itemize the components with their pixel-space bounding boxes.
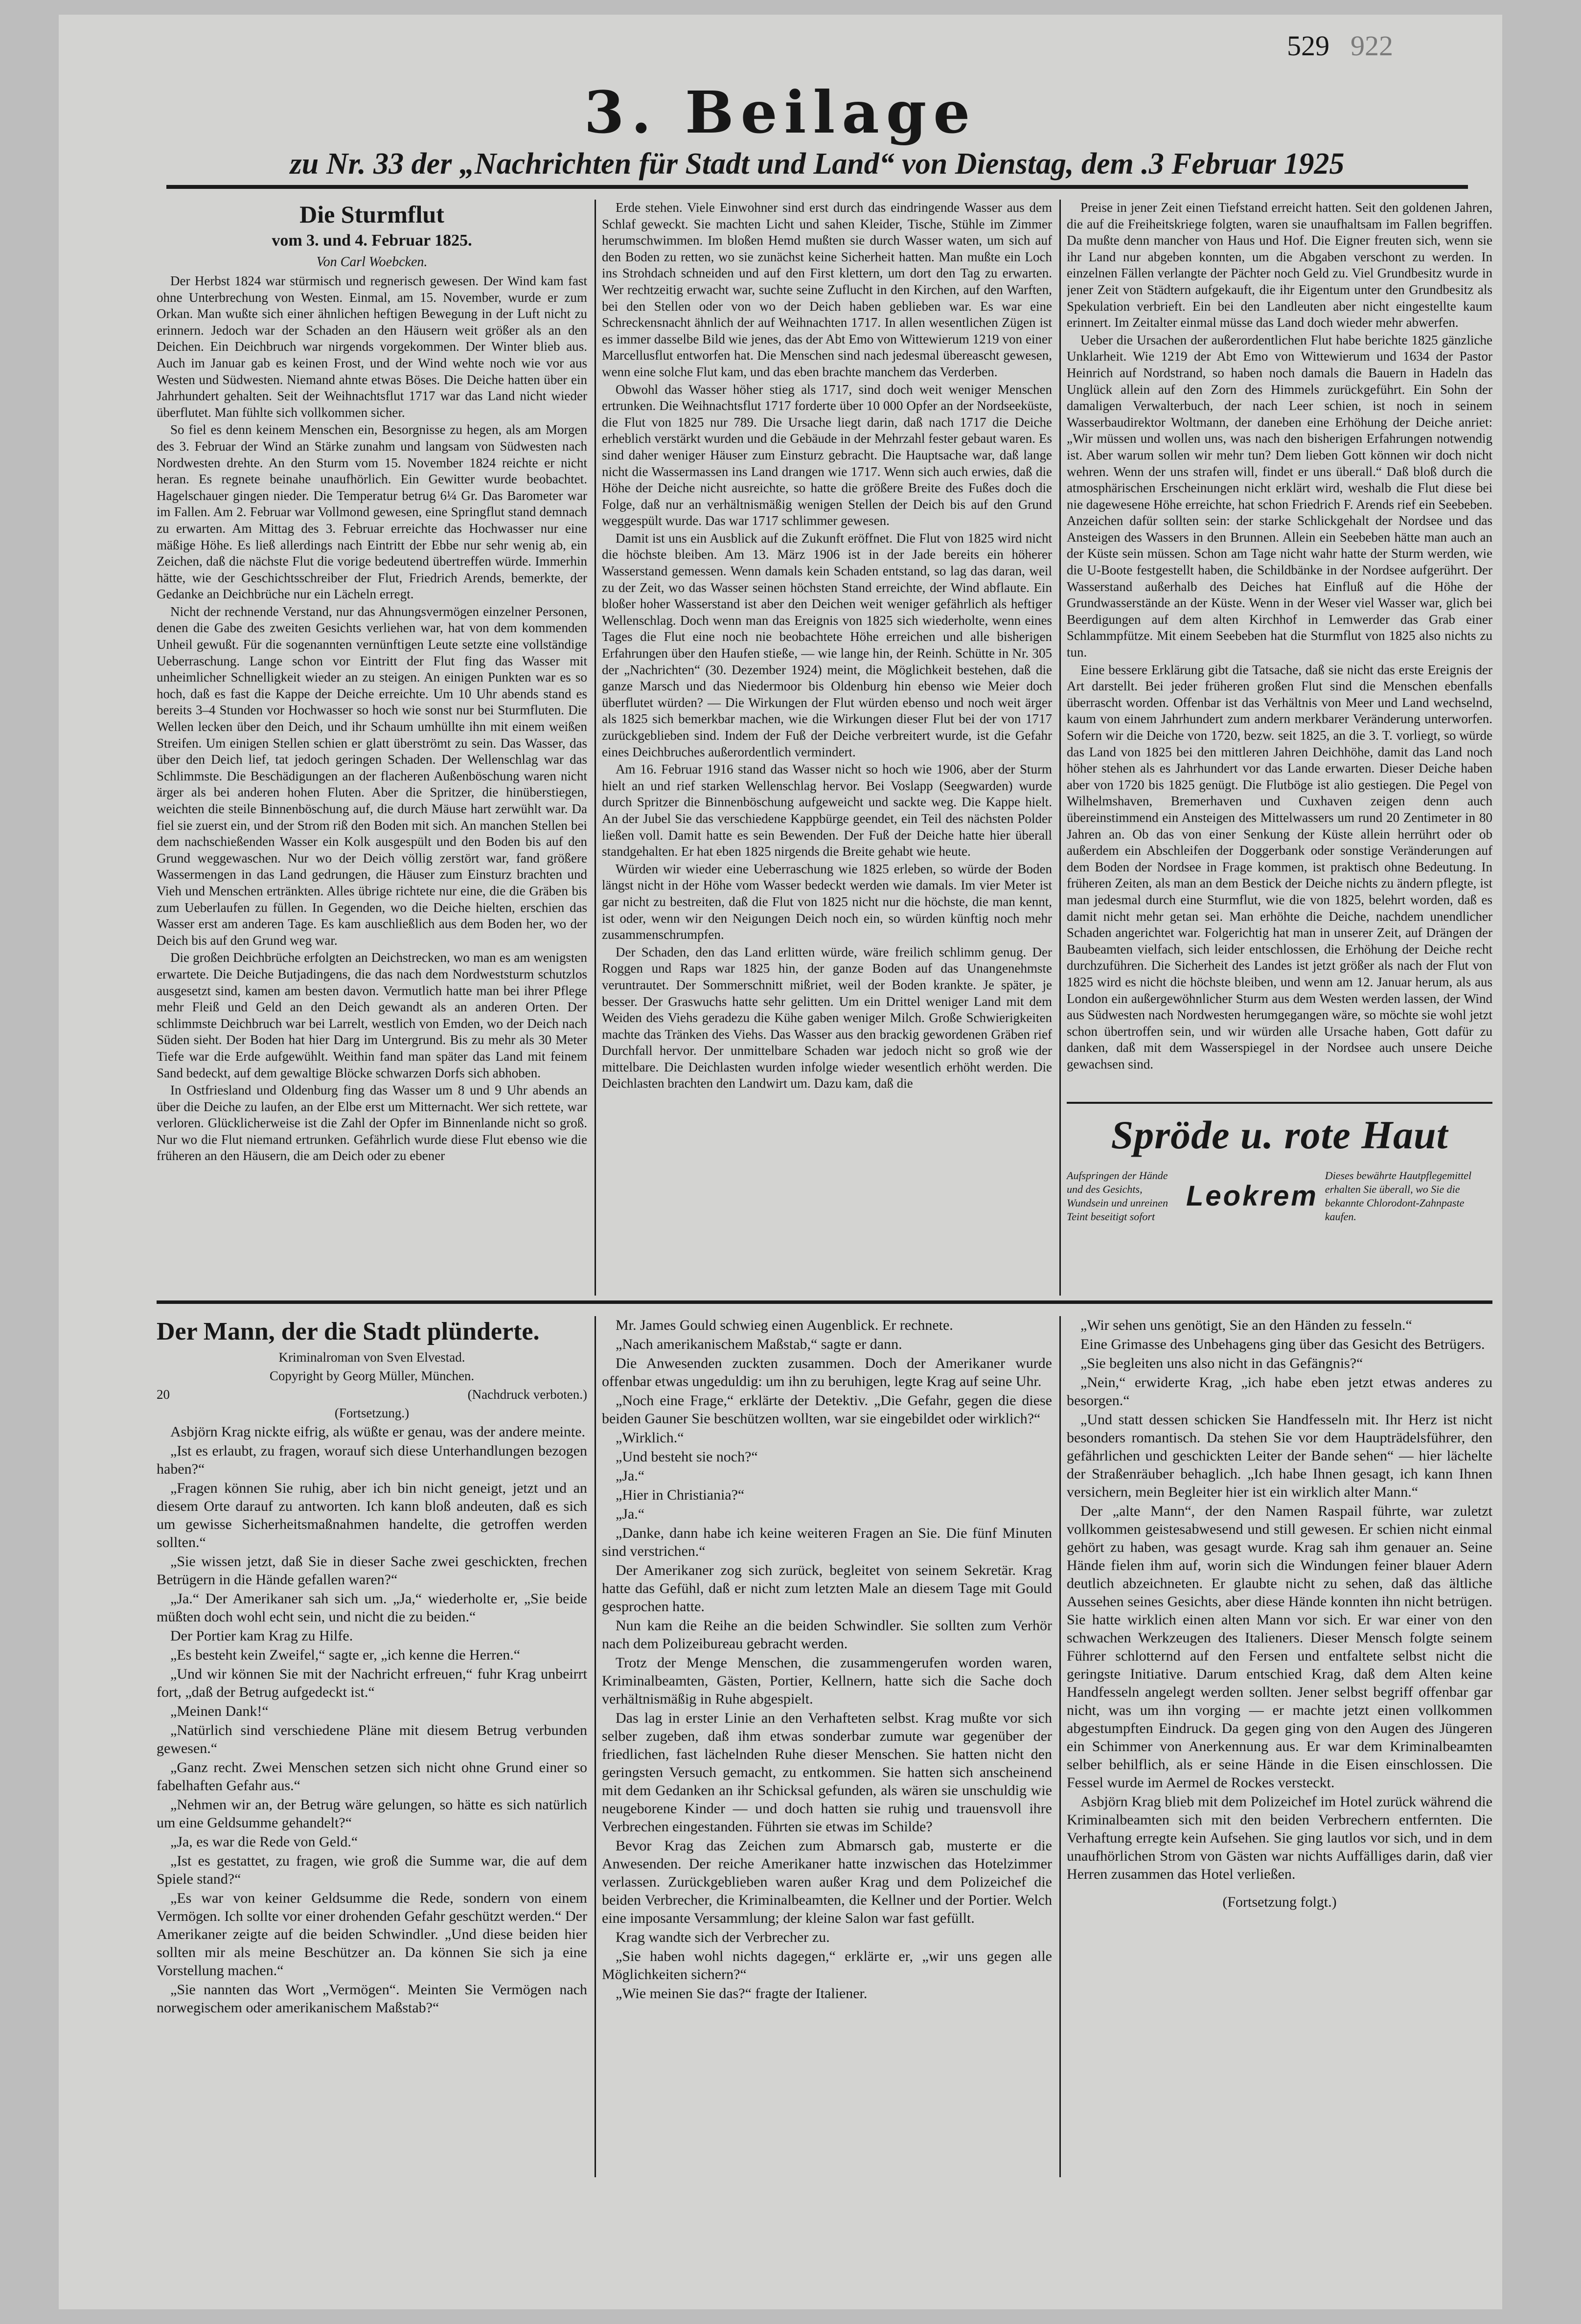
supplement-subtitle: zu Nr. 33 der „Nachrichten für Stadt und Land“ von Dienstag, dem .3 Februar 1925	[290, 147, 1345, 181]
paragraph: Asbjörn Krag nickte eifrig, als wüßte er genau, was der andere meinte.	[170, 1424, 586, 1440]
paragraph: Asbjörn Krag blieb mit dem Polizeichef im Hotel zurück während die Kriminalbeamten sich mit den beiden Verbrechern entfernten. Die Verhaftung erregte kein Aufsehen. Sie ging lautlos vor sich, und in dem unaufhörlichen Strom von Gästen war nichts Auffälliges darin, daß vier Herren zusammen das Hotel verließen.	[1067, 1794, 1492, 1882]
supplement-title: 3. Beilage	[584, 78, 977, 146]
paragraph: „Danke, dann habe ich keine weiteren Fragen an Sie. Die fünf Minuten sind verstrichen.“	[602, 1525, 1052, 1559]
paragraph: „Sie nannten das Wort „Vermögen“. Meinten Sie Vermögen nach norwegischem oder amerikanischem Maßstab?“	[157, 1982, 587, 2016]
ad-top-rule	[1067, 1102, 1492, 1104]
serial-text-col2	[602, 1316, 1052, 2003]
paragraph: „Es besteht kein Zweifel,“ sagte er, „ich kenne die Herren.“	[170, 1647, 521, 1663]
serial-column-1	[157, 1316, 587, 2177]
paragraph: „Ja.“ Der Amerikaner sah sich um. „Ja,“ wiederholte er, „Sie beide müßten doch wohl echt sein, und nicht die zu beiden.“	[157, 1591, 587, 1625]
article-column-3	[1067, 200, 1492, 1090]
paragraph: „Und besteht sie noch?“	[616, 1449, 758, 1465]
paragraph: Obwohl das Wasser höher stieg als 1717, sind doch weit weniger Menschen ertrunken. Die Weihnachtsflut 1717 forderte über 10 000 Opfer an der Nordseeküste, die Flut von 1825 nur 789. Die Ursache liegt darin, daß nach 1717 die Deiche erheblich verstärkt wurden und die Gebäude in der Mehrzahl fester gebaut waren. Es sind daher weniger Häuser zum Einsturz gebracht. Die Hauptsache war, daß lange nicht die Wassermassen ins Land drangen wie 1717. Wenn sich auch erwies, daß die Höhe der Deiche nicht ausreichte, so hatte die größere Breite des Fußes doch die Folge, daß nur an verhältnismäßig wenigen Stellen der Deich bis auf den Grund weggespült wurde. Das war 1717 schlimmer gewesen.	[602, 382, 1052, 528]
section-rule	[157, 1300, 1492, 1304]
paragraph: Der Herbst 1824 war stürmisch und regnerisch gewesen. Der Wind kam fast ohne Unterbrechung von Westen. Einmal, am 15. November, wurde er zum Orkan. Man wußte sich einer ähnlichen heftigen Bewegung in der Luft nicht zu erinnern. Jedoch war der Schaden an den Häusern weit größer als an den Deichen. Ein Deichbruch war nirgends vorgekommen. Der Winter blieb aus. Auch im Januar gab es keinen Frost, und der Wind wehte noch wie vor aus Westen und Südwesten. Niemand ahnte etwas Böses. Die Deiche hatten über ein Jahrhundert gehalten. Seit der Weihnachtsflut 1717 war das Land nicht wieder überflutet. Man fühlte sich vollkommen sicher.	[157, 273, 587, 420]
page-number: 529	[1287, 30, 1329, 62]
paragraph: „Natürlich sind verschiedene Pläne mit diesem Betrug verbunden gewesen.“	[157, 1722, 587, 1756]
serial-text-col3	[1067, 1316, 1492, 1883]
paragraph: Krag wandte sich der Verbrecher zu.	[616, 1929, 830, 1945]
article-column-2	[602, 200, 1052, 1296]
article-column-1	[157, 200, 587, 1296]
paragraph: „Nehmen wir an, der Betrug wäre gelungen, so hätte es sich natürlich um eine Geldsumme gehandelt?“	[157, 1797, 587, 1831]
article-title: Die Sturmflut	[299, 201, 444, 228]
paragraph: Nun kam die Reihe an die beiden Schwindler. Sie sollten zum Verhör nach dem Polizeibureau gebracht werden.	[602, 1618, 1052, 1652]
paragraph: „Meinen Dank!“	[170, 1703, 269, 1719]
paragraph: „Sie haben wohl nichts dagegen,“ erklärte er, „wir uns gegen alle Möglichkeiten sichern?“	[602, 1948, 1052, 1982]
paragraph: In Ostfriesland und Oldenburg fing das Wasser um 8 und 9 Uhr abends an über die Deiche zu laufen, an der Elbe erst um Mitternacht. Wer sich rettete, war verloren. Glücklicherweise ist die Zahl der Opfer im Binnenlande nicht so groß. Nur wo die Flut niemand ertrunken. Gefährlich wurde diese Flut ebenso wie die früheren an den Häusern, die am Deich oder zu ebener	[157, 1083, 587, 1163]
paragraph: „Ja, es war die Rede von Geld.“	[170, 1834, 358, 1850]
paragraph: „Nach amerikanischem Maßstab,“ sagte er dann.	[616, 1336, 902, 1352]
serial-column-3	[1067, 1316, 1492, 2177]
paragraph: Der Schaden, den das Land erlitten würde, wäre freilich schlimm genug. Der Roggen und Raps war 1825 hin, der ganze Boden auf das Unangenehmste veruntrautet. Der Sommerschnitt mißriet, weil der Boden krankte. Je später, je besser. Der Graswuchs hatte sehr gelitten. Um ein Drittel weniger Land mit dem Weiden des Viehs geradezu die Kühe gaben weniger Milch. Große Schwierigkeiten machte das Tränken des Viehs. Das Wasser aus den brackig gewordenen Gräben rief Durchfall hervor. Der unmittelbare Schaden war jedoch nicht so groß wie der mittelbare. Die Deichlasten wurden infolge wieder wesentlich erhöht werden. Die Deichlasten brachten den Landwirt um. Dazu kam, daß die	[602, 944, 1052, 1091]
paragraph: Am 16. Februar 1916 stand das Wasser nicht so hoch wie 1906, aber der Sturm hielt an und rief starken Wellenschlag hervor. Bei Voslapp (Seegwarden) wurde durch Spritzer die Binnenböschung aufgeweicht und sackte weg. Die Kappe hielt. An der Jubel Sie das verschiedene Kappbürge geendet, ein Teil des nächsten Polder ließen voll. Damit hatte es sein Bewenden. Der Fuß der Deiche hatte hier überall standgehalten. Er hat eben 1825 nirgends die Breite gehabt wie heute.	[602, 762, 1052, 859]
column-divider	[595, 200, 596, 1296]
paragraph: „Wir sehen uns genötigt, Sie an den Händen zu fesseln.“	[1080, 1317, 1412, 1333]
article-author: Von Carl Woebcken.	[316, 254, 428, 270]
article-subtitle: vom 3. und 4. Februar 1825.	[272, 231, 472, 250]
paragraph: Damit ist uns ein Ausblick auf die Zukunft eröffnet. Die Flut von 1825 wird nicht die höchste bleiben. Am 13. März 1906 ist in der Jade bereits ein höherer Wasserstand gemessen. Wenn damals kein Schaden entstand, so lag das daran, weil zu der Zeit, wo das Wasser seinen höchsten Stand erreichte, der Wind abflaute. Ein bloßer hoher Wasserstand ist aber den Deichen weit weniger gefährlich als heftiger Wellenschlag. Doch wenn man das Ereignis von 1825 sich wiederholte, wenn eines Tages die Flut eine noch nie beobachtete Höhe erreichen und alle bisherigen Erfahrungen über den Haufen stieße, — wie lange hin, der Reinh. Schütte in Nr. 305 der „Nachrichten“ (30. Dezember 1924) meint, die Möglichkeit bestehen, daß die ganze Marsch und das Niedermoor bis Oldenburg hin ebenso wie Meier doch überflutet würden? — Die Wirkungen der Flut würden ebenso und noch weit ärger als 1825 sich bemerkbar machen, wie die Wirkungen dieser Flut bei der von 1717 zurückgeblieben sind. Indem der Fuß der Deiche verbreitert wurde, ist die Gefahr eines Deichbruches außerordentlich vermindert.	[602, 530, 1052, 759]
serial-continuation: (Fortsetzung.)	[334, 1406, 410, 1420]
advertisement	[1067, 1108, 1492, 1284]
paragraph: „Und statt dessen schicken Sie Handfesseln mit. Ihr Herz ist nicht besonders romantisch. Da stehen Sie vor dem Haupträdelsführer, den gefährlichen und geschickten Leiter der Bande sehen“ — hier lächelte der Straßenräuber behaglich. „Ich habe Ihnen gesagt, ich kann Ihnen versichern, mein Begleiter hier ist ein wirklich alter Mann.“	[1067, 1412, 1492, 1500]
paragraph: „Nein,“ erwiderte Krag, „ich habe eben jetzt etwas anderes zu besorgen.“	[1067, 1374, 1492, 1409]
paragraph: „Ja.“	[616, 1468, 645, 1484]
serial-subtitle: Kriminalroman von Sven Elvestad.	[278, 1350, 465, 1365]
paragraph: Das lag in erster Linie an den Verhafteten selbst. Krag mußte vor sich selber zugeben, daß ihm etwas sonderbar zumute war gegenüber der friedlichen, fast lächelnden Ruhe dieser Menschen. Sie hatten nicht den geringsten Versuch gemacht, zu entkommen. Sie hatten sich anscheinend mit dem Gedanken an ihr Schicksal gefunden, als wären sie unschuldig wie neugeborene Kinder — und doch hatten sie ruhig und trauensvoll ihre Verbrechen eingestanden. Führten sie etwas im Schilde?	[602, 1710, 1052, 1835]
reprint-note: (Nachdruck verboten.)	[467, 1387, 587, 1402]
ad-text-right: Dieses bewährte Hautpflegemittel erhalten Sie überall, wo Sie die bekannte Chlorodont-Zahnpaste kaufen.	[1325, 1169, 1472, 1223]
header-rule	[166, 185, 1468, 189]
paragraph: „Wirklich.“	[616, 1430, 684, 1446]
paragraph: Trotz der Menge Menschen, die zusammengerufen worden waren, Kriminalbeamten, Gästen, Portier, Kellnern, hatte sich die Sache doch verhältnismäßig in Ruhe abgespielt.	[602, 1655, 1052, 1707]
paragraph: Der Amerikaner zog sich zurück, begleitet von seinem Sekretär. Krag hatte das Gefühl, daß er nicht zum letzten Male an diesem Tage mit Gould gesprochen hatte.	[602, 1562, 1052, 1615]
paragraph: Die Anwesenden zuckten zusammen. Doch der Amerikaner wurde offenbar etwas ungeduldig: um ihn zu beruhigen, legte Krag auf seine Uhr.	[602, 1355, 1052, 1390]
article-text-col1	[157, 273, 587, 1164]
paragraph: „Und wir können Sie mit der Nachricht erfreuen,“ fuhr Krag unbeirrt fort, „daß der Betrug aufgedeckt ist.“	[157, 1666, 587, 1700]
serial-meta	[157, 1386, 587, 1403]
serial-column-2	[602, 1316, 1052, 2177]
serial-text-col1	[157, 1423, 587, 2017]
paragraph: Mr. James Gould schwieg einen Augenblick. Er rechnete.	[616, 1317, 953, 1333]
article-text-col2	[602, 200, 1052, 1092]
paragraph: „Fragen können Sie ruhig, aber ich bin nicht geneigt, jetzt und an diesem Orte darauf zu antworten. Ich kann bloß andeuten, daß es sich um gewisse Sicherheitsmaßnahmen handelte, die getroffen werden sollten.“	[157, 1480, 587, 1550]
paragraph: Bevor Krag das Zeichen zum Abmarsch gab, musterte er die Anwesenden. Der reiche Amerikaner hatte inzwischen das Hotelzimmer verlassen. Zurückgeblieben waren außer Krag und dem Polizeichef die beiden Verbrecher, die Kriminalbeamten, die Kellner und der Portier. Welch eine imposante Versammlung; der kleine Salon war fast gefüllt.	[602, 1838, 1052, 1926]
ad-body	[1067, 1169, 1492, 1224]
article-text-col3	[1067, 200, 1492, 1072]
paragraph: Erde stehen. Viele Einwohner sind erst durch das eindringende Wasser aus dem Schlaf geweckt. Sie machten Licht und sahen Kleider, Tische, Stühle im Zimmer herumschwimmen. Im bloßen Hemd mußten sie durch Wasser waten, um sich auf den Boden zu retten, wo sie zunächst keine Sicherheit hatten. Man mußte ein Loch ins Strohdach schneiden und auf den First klettern, um dort den Tag zu erwarten. Wer rechtzeitig erwacht war, suchte seine Zuflucht in den Kirchen, auf den Warften, bei den Stellen oder von wo der Deich haben geblieben war. Es war eine Schreckensnacht ähnlich der auf Weihnachten 1717. In allen wesentlichen Zügen ist es immer dasselbe Bild wie jenes, das der Abt Emo von Wittewierum 1219 von einer Marcellusflut entworfen hat. Die Menschen sind nach jedesmal übereascht gewesen, wenn eine solche Flut kam, und das eben brachte manchem das Verderben.	[602, 200, 1052, 379]
column-divider	[1059, 1316, 1061, 2177]
serial-title: Der Mann, der die Stadt plünderte.	[157, 1318, 540, 1345]
paragraph: Eine bessere Erklärung gibt die Tatsache, daß sie nicht das erste Ereignis der Art darstellt. Bei jeder früheren großen Flut sind die Menschen ebenfalls überrascht worden. Offenbar ist das Verhältnis von Meer und Land wechselnd, kaum von einem Jahrhundert zum andern merkbarer Veränderung unterworfen. Sofern wir die Deiche von 1720, bezw. seit 1825, an die 3. T. vorliegt, so würde das Land von 1825 bei den mittleren Jahren Deichhöhe, damit das Land noch höher stehen als es Jahrhundert vor das Lande erwarten. Dieser Deiche haben aber von 1720 bis 1825 genügt. Die Flutböge ist alio gestiegen. Die Pegel von Wilhelmshaven, Bremerhaven und Cuxhaven zeigen denn auch übereinstimmend ein Ansteigen des Mittelwassers um rund 20 Zentimeter in 80 Jahren an. Ob das von einer Senkung der Küste allein herrührt oder ob außerdem ein Abschleifen der Doggerbank oder sonstige Veränderungen auf dem Boden der Nordsee in Frage kommen, ist praktisch ohne Bedeutung. In früheren Zeiten, als man an dem Bestick der Deiche nichts zu ändern pflegte, ist man jedesmal durch eine Sturmflut, wie die von 1825, belehrt worden, daß es damit nicht mehr getan sei. Man erhöhte die Deiche, nachdem unendlicher Schaden angerichtet war. Folgerichtig hat man in unserer Zeit, auf Drängen der Baubeamten vielfach, sich leider entschlossen, die Erhöhung der Deiche recht durchzuführen. Die Sicherheit des Landes ist jetzt größer als nach der Flut von 1825 wird es nicht die höchste bleiben, und wenn am 12. Januar herum, als aus London ein außergewöhnlicher Sturm aus dem Westen werden lassen, der Wind aus Südwesten nach Nordwesten herumgegangen wäre, so möchte sie wohl jetzt schon übertroffen sein, und wir würden alle Ursache haben, Gott dafür zu danken, daß mit dem Wasserspiegel in der Nordsee auch unsere Deiche gewachsen sind.	[1067, 662, 1492, 1071]
ad-text-left: Aufspringen der Hände und des Gesichts, Wundsein und unreinen Teint beseitigt sofort	[1067, 1169, 1168, 1223]
paragraph: „Hier in Christiania?“	[616, 1487, 745, 1503]
paragraph: Die großen Deichbrüche erfolgten an Deichstrecken, wo man es am wenigsten erwartete. Die Deiche Butjadingens, die das nach dem Nordweststurm schutzlos ausgesetzt sind, kamen am besten davon. Vermutlich hatte man bei ihrer Pflege mehr Fleiß und Geld an den Deich gewandt als an anderen Orten. Der schlimmste Deichbruch war bei Larrelt, westlich von Emden, wo der Deich nach Süden sieht. Der Boden hat hier Darg im Untergrund. Bis zu mehr als 30 Meter Tiefe war die Erde aufgewühlt. Weithin fand man später das Land mit feinem Sand bedeckt, auf dem gewaltige Blöcke schwarzen Dorfs sich abhoben.	[157, 950, 587, 1080]
newspaper-page	[59, 15, 1502, 2309]
paragraph: „Ist es gestattet, zu fragen, wie groß die Summe war, die auf dem Spiele stand?“	[157, 1853, 587, 1887]
paragraph: Ueber die Ursachen der außerordentlichen Flut habe berichte 1825 gänzliche Unklarheit. Wie 1219 der Abt Emo von Wittewierum und 1634 der Pastor Heinrich auf Nordstrand, so haben noch damals die Bauern in Hadeln das Unglück allein auf den Zorn des Himmels zurückgeführt. Ein Sohn der damaligen Verwalterbuch, der nach Leer schien, ist noch in seinem Wasserbaudirektor Woltmann, der daneben eine Erhöhung der Deiche anriet: „Wir müssen und wollen uns, was nach den bisherigen Erfahrungen notwendig ist. Aber warum sollen wir mehr tun? Dem lieben Gott können wir doch nicht wehren. Wenn der uns strafen will, findet er uns überall.“ Daß bloß durch die atmosphärischen Erscheinungen nicht erklärt wird, weshalb die Flut diese bei nie dagewesene Höhe erreichte, hat schon Friedrich F. Arends rief ein Seebeben. Anzeichen dafür sollten sein: der starke Schlickgehalt der Nordsee und das Ansteigen des Wassers in den Brunnen. Allein ein Seebeben hätte man auch an der Küste sein müssen. Schon am Tage nicht wahr hatte der Sturm werden, wie die U-Boote festgestellt haben, die Schildbänke in der Nordsee aufgerührt. Der Wasserstand außerhalb des Deiches hat Einfluß auf die Höhe der Grundwasserstände an der Küste. Wenn in der Weser viel Wasser war, glich bei Beerdigungen auf dem alten Kirchhof in Lemwerder das Grab einer Schlammpfütze. Mit einem Seebeben hat die Sturmflut von 1825 also nichts zu tun.	[1067, 332, 1492, 660]
paragraph: „Ist es erlaubt, zu fragen, worauf sich diese Unterhandlungen bezogen haben?“	[157, 1443, 587, 1477]
paragraph: „Sie begleiten uns also nicht in das Gefängnis?“	[1080, 1355, 1363, 1371]
column-divider	[1059, 200, 1061, 1296]
paragraph: Preise in jener Zeit einen Tiefstand erreicht hatten. Seit den goldenen Jahren, die auf die Freiheitskriege folgten, waren sie unaufhaltsam im Fallen begriffen. Da mußte denn mancher von Haus und Hof. Die Eigner freuten sich, wenn sie ihr Land nur abgeben konnten, um die Abgaben verschont zu werden. In einzelnen Fällen verlangte der Pächter noch Geld zu. Viel Grundbesitz wurde in jener Zeit von Städtern aufgekauft, die ihr Eigentum unter den Grundbesitz als Spekulation verbrieft. Ein bei den Landleuten aber nicht eingestellte kaum erinnert. Im Zeitalter einmal müsse das Land doch wieder mehr abwerfen.	[1067, 200, 1492, 330]
serial-copyright: Copyright by Georg Müller, München.	[269, 1368, 475, 1383]
paragraph: „Sie wissen jetzt, daß Sie in dieser Sache zwei geschickten, frechen Betrügern in die Hände gefallen waren?“	[157, 1553, 587, 1588]
column-divider	[595, 1316, 596, 2177]
paragraph: „Noch eine Frage,“ erklärte der Detektiv. „Die Gefahr, gegen die diese beiden Gauner Sie beschützen wollten, war sie eingebildet oder wirklich?“	[602, 1392, 1052, 1427]
paragraph: Eine Grimasse des Unbehagens ging über das Gesicht des Betrügers.	[1080, 1336, 1485, 1352]
paragraph: Der Portier kam Krag zu Hilfe.	[170, 1628, 353, 1644]
paragraph: „Ja.“	[616, 1506, 645, 1522]
paragraph: „Wie meinen Sie das?“ fragte der Italiener.	[616, 1985, 868, 2002]
paragraph: So fiel es denn keinem Menschen ein, Besorgnisse zu hegen, als am Morgen des 3. Februar der Wind an Stärke zunahm und langsam von Südwesten nach Nordwesten drehte. An den Sturm vom 15. November 1824 reichte er nicht heran. Es regnete beinahe unaufhörlich. Ein Gewitter wurde beobachtet. Hagelschauer gingen nieder. Die Temperatur betrug 6¼ Gr. Das Barometer war im Fallen. Am 2. Februar war Vollmond gewesen, eine Springflut stand demnach zu erwarten. Am Mittag des 3. Februar erreichte das Hochwasser nur eine mäßige Höhe. Es ließ allerdings nach Eintritt der Ebbe nur sehr wenig ab, ein Zeichen, daß die nächste Flut die vorige bedeutend übertreffen würde. Immerhin hätte, wie der Geschichtsschreiber der Flut, Friedrich Arends, bemerkte, der Gedanke an Deichbrüche nur ein Lächeln erregt.	[157, 422, 587, 602]
serial-number: 20	[157, 1387, 170, 1402]
paragraph: „Ganz recht. Zwei Menschen setzen sich nicht ohne Grund einer so fabelhaften Gefahr aus.“	[157, 1759, 587, 1794]
serial-continued: (Fortsetzung folgt.)	[1222, 1894, 1337, 1910]
ad-brand: Leokrem	[1186, 1180, 1318, 1212]
paragraph: Nicht der rechnende Verstand, nur das Ahnungsvermögen einzelner Personen, denen die Gabe des zweiten Gesichts verliehen war, hat von dem kommenden Unheil gewußt. Für die sogenannten vernünftigen Leute setzte eine vollständige Ueberraschung. Lange schon vor Eintritt der Flut fing das Wasser mit unheimlicher Schnelligkeit wieder an zu steigen. An einigen Punkten war es so hoch, daß es fast die Kappe der Deiche erreichte. Um 10 Uhr abends stand es bereits 3–4 Stunden vor Hochwasser so hoch wie sonst nur bei Sturmfluten. Die Wellen lecken über den Deich, und ihr Schaum umhüllte ihn mit einem weißen Streifen. Um einigen Stellen schien er glatt überströmt zu sein. Das Wasser, das über den Deich lief, tat jedoch geringen Schaden. Der Wellenschlag war das Schlimmste. Die Beschädigungen an der flacheren Außenböschung waren nicht ärger als bei anderen hohen Fluten. Aber die Spritzer, die hinüberstiegen, weichten die steile Binnenböschung auf, die durch Mäuse hart zerwühlt war. Da fiel sie zuerst ein, und der Strom riß den Boden mit sich. An manchen Stellen bei dem nachschießenden Wasser ein Kolk ausgespült und den Boden bis auf den Grund weggewaschen. Nur wo der Deich völlig zerstört war, fand größere Wassermengen in das Land gedrungen, die Häuser zum Einsturz brachten und Vieh und Menschen ertränkten. Alles übrige richtete nur eine, die die Gräben bis zum Ueberlaufen zu füllen. In Gegenden, wo die Deiche hielten, erschien das Wasser erst am anderen Tage. Es kam auschließlich aus dem Boden her, wo der Deich bis auf den Grund weg war.	[157, 604, 587, 948]
paragraph: „Es war von keiner Geldsumme die Rede, sondern von einem Vermögen. Ich sollte vor einer drohenden Gefahr geschützt werden.“ Der Amerikaner zeigte auf die beiden Schwindler. „Und diese beiden hier sollten mir als meine Beschützer an. Da können Sie sich ja eine Vorstellung machen.“	[157, 1890, 587, 1979]
page-number-faint: 922	[1351, 30, 1393, 62]
paragraph: Der „alte Mann“, der den Namen Raspail führte, war zuletzt vollkommen geistesabwesend und still gewesen. Er schien nicht einmal gehört zu haben, was gesagt wurde. Krag sah ihm genauer an. Seine Hände fielen ihm auf, worin sich die Windungen feiner blauer Adern deutlich abzeichneten. Er glaubte nicht zu sehen, daß das ältliche Aussehen seines Gesichts, aber diese Hände konnten ihn nicht betrügen. Sie hatte wirklich einen alten Mann vor sich. Er war einer von den schwachen Werkzeugen des Italieners. Dieser Mensch folgte seinem Führer schlotternd auf den Fersen und entfaltete selbst nicht die geringste Initiative. Darum entschied Krag, daß dem Alten keine Handfesseln angelegt werden sollten. Jener selbst begriff offenbar gar nicht, was um ihn vorging — er machte jetzt einen vollkommen abgestumpften Eindruck. Da gegen ging von den Augen des Jüngeren ein Schimmer von Anerkennung aus. Er war dem Kriminalbeamten selber behilflich, als er seine Hände in die Eisen einschlossen. Die Fessel wurde im Aermel de Rockes versteckt.	[1067, 1503, 1492, 1791]
ad-title: Spröde u. rote Haut	[1111, 1113, 1448, 1157]
paragraph: Würden wir wieder eine Ueberraschung wie 1825 erleben, so würde der Boden längst nicht in der Höhe vom Wasser bedeckt werden wie damals. Im vier Meter ist gar nicht zu bestreiten, daß die Flut von 1825 nicht nur die höchste, die man kennt, ist oder, wenn wir den Neigungen Deich noch ein, so würden künftig noch mehr zusammenschrumpfen.	[602, 861, 1052, 942]
